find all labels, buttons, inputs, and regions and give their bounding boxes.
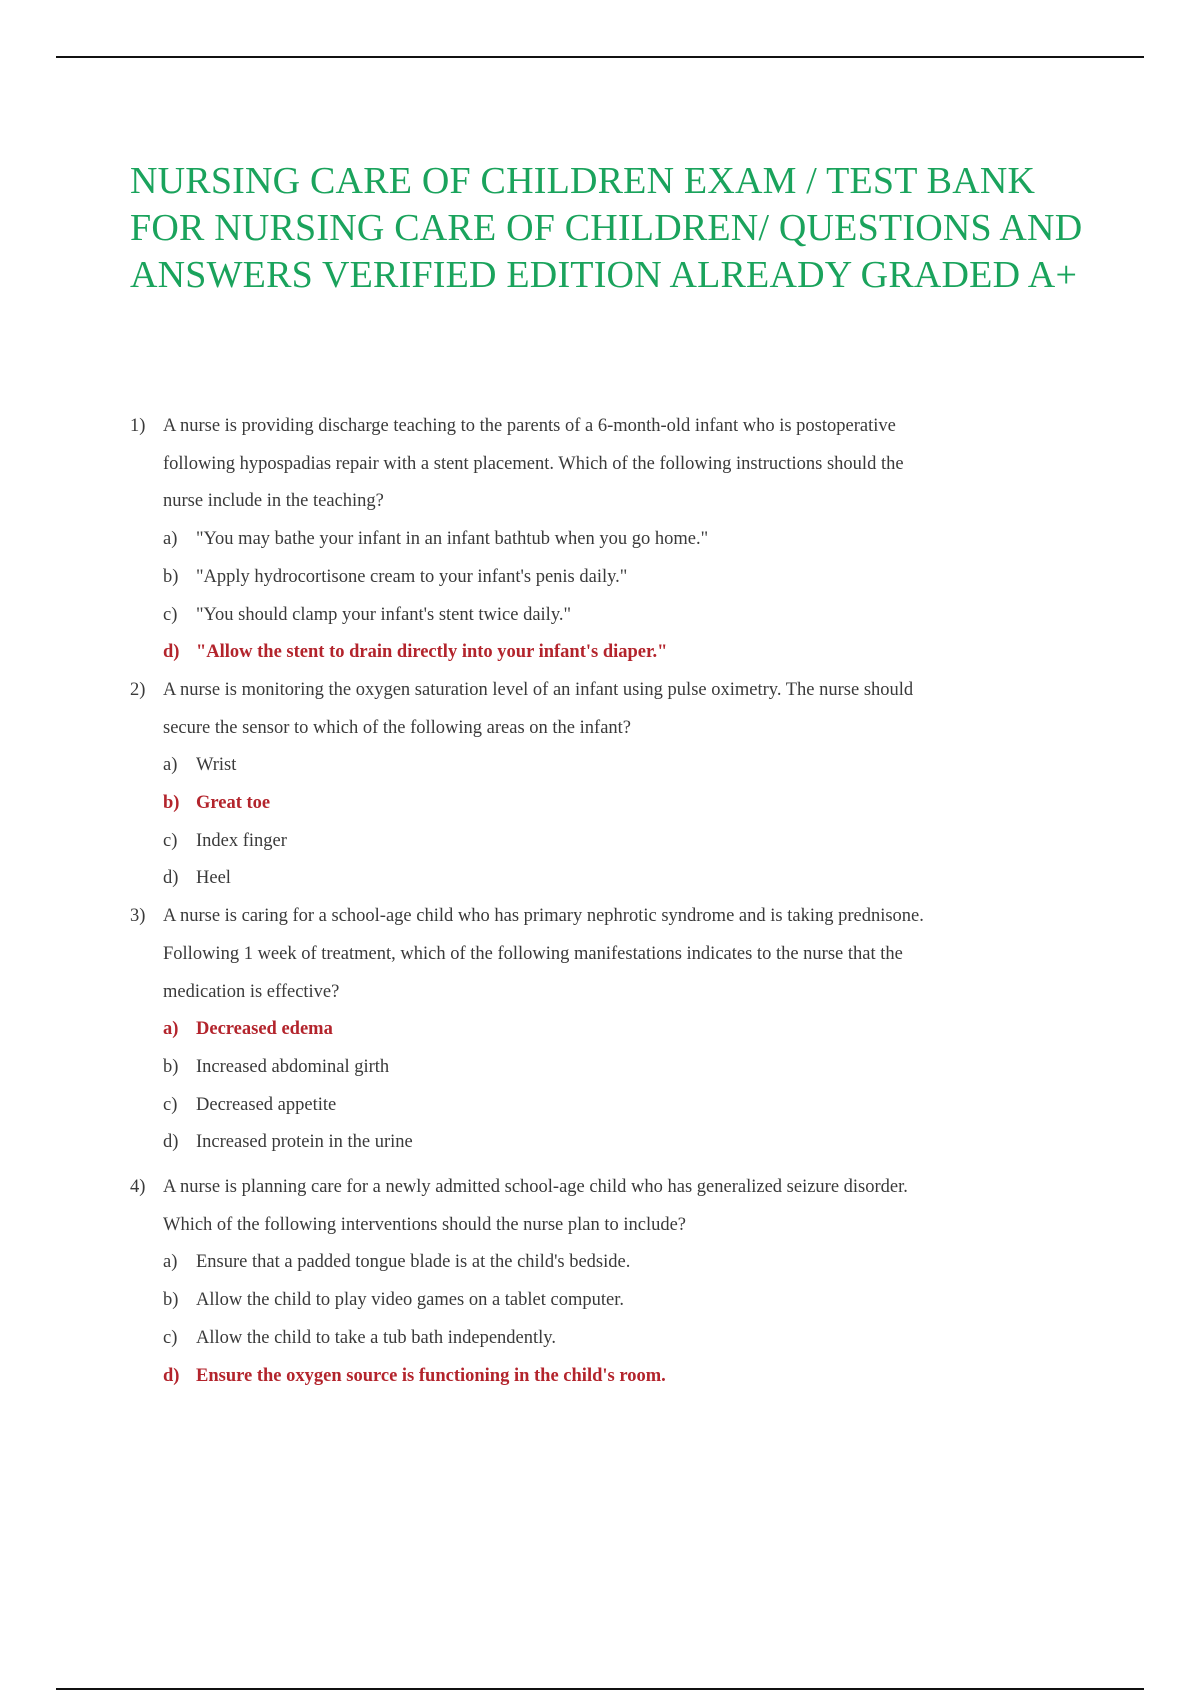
question-3	[130, 898, 930, 1162]
answer-option-c	[163, 1087, 930, 1125]
question-stem: A nurse is monitoring the oxygen saturation level of an infant using pulse oximetry. The nurse should secure the sensor to which of the following areas on the infant?	[163, 679, 914, 738]
option-text: "You should clamp your infant's stent twice daily."	[196, 604, 572, 625]
bottom-rule	[56, 1688, 1144, 1690]
spacer	[130, 1162, 930, 1169]
option-text: Ensure that a padded tongue blade is at the child's bedside.	[196, 1252, 631, 1273]
option-letter: d)	[163, 642, 180, 663]
answer-option-b	[163, 559, 930, 597]
question-number: 2)	[130, 679, 146, 700]
option-letter: c)	[163, 1094, 178, 1115]
option-letter: a)	[163, 755, 178, 776]
option-text: Decreased edema	[196, 1019, 333, 1040]
question-1	[130, 408, 930, 672]
correct-answer-option-d	[163, 634, 930, 672]
question-4	[130, 1169, 930, 1395]
option-text: Great toe	[196, 793, 271, 814]
question-number: 3)	[130, 906, 146, 927]
answer-option-a	[163, 747, 930, 785]
option-text: Increased protein in the urine	[196, 1132, 413, 1153]
option-letter: a)	[163, 1252, 178, 1273]
option-letter: d)	[163, 868, 179, 889]
question-number: 4)	[130, 1177, 146, 1198]
answer-option-d	[163, 1124, 930, 1162]
correct-answer-option-a	[163, 1011, 930, 1049]
option-text: Wrist	[196, 755, 237, 776]
option-text: "You may bathe your infant in an infant bathtub when you go home."	[196, 529, 709, 550]
option-text: Decreased appetite	[196, 1094, 337, 1115]
option-text: Allow the child to take a tub bath independently.	[196, 1327, 556, 1348]
option-text: Increased abdominal girth	[196, 1056, 390, 1077]
option-text: Index finger	[196, 830, 287, 851]
answer-option-c	[163, 1320, 930, 1358]
option-text: Ensure the oxygen source is functioning in the child's room.	[196, 1365, 666, 1386]
option-text: Heel	[196, 868, 231, 889]
correct-answer-option-d	[163, 1358, 930, 1396]
option-letter: a)	[163, 529, 178, 550]
answer-option-b	[163, 1282, 930, 1320]
answer-option-a	[163, 521, 930, 559]
answer-option-a	[163, 1244, 930, 1282]
option-letter: c)	[163, 830, 178, 851]
option-letter: d)	[163, 1132, 179, 1153]
document-title: NURSING CARE OF CHILDREN EXAM / TEST BANK FOR NURSING CARE OF CHILDREN/ QUESTIONS AND ANSWERS VERIFIED EDITION ALREADY GRADED A+	[130, 160, 1083, 296]
correct-answer-option-b	[163, 785, 930, 823]
option-letter: b)	[163, 1056, 179, 1077]
option-letter: c)	[163, 1327, 178, 1348]
question-2	[130, 672, 930, 898]
option-letter: d)	[163, 1365, 180, 1386]
answer-option-b	[163, 1049, 930, 1087]
option-text: "Apply hydrocortisone cream to your infant's penis daily."	[196, 566, 628, 587]
question-list	[130, 408, 930, 1395]
question-stem: A nurse is providing discharge teaching to the parents of a 6-month-old infant who is postoperative following hypospadias repair with a stent placement. Which of the following instructions should the nurse include in the teaching?	[163, 416, 904, 512]
answer-option-c	[163, 597, 930, 635]
option-letter: a)	[163, 1019, 179, 1040]
option-letter: c)	[163, 604, 178, 625]
question-number: 1)	[130, 416, 146, 436]
option-letter: b)	[163, 1290, 179, 1311]
option-text: "Allow the stent to drain directly into your infant's diaper."	[196, 642, 668, 663]
option-letter: b)	[163, 566, 179, 587]
answer-option-d	[163, 860, 930, 898]
answer-option-c	[163, 823, 930, 861]
question-stem: A nurse is planning care for a newly admitted school-age child who has generalized seizure disorder. Which of the following interventions should the nurse plan to include?	[163, 1177, 908, 1235]
top-rule	[56, 56, 1144, 58]
option-text: Allow the child to play video games on a tablet computer.	[196, 1290, 624, 1311]
question-stem: A nurse is caring for a school-age child who has primary nephrotic syndrome and is taking prednisone. Following 1 week of treatment, which of the following manifestations indicates to the nurse that the medication is effective?	[163, 906, 924, 1002]
option-letter: b)	[163, 793, 180, 814]
